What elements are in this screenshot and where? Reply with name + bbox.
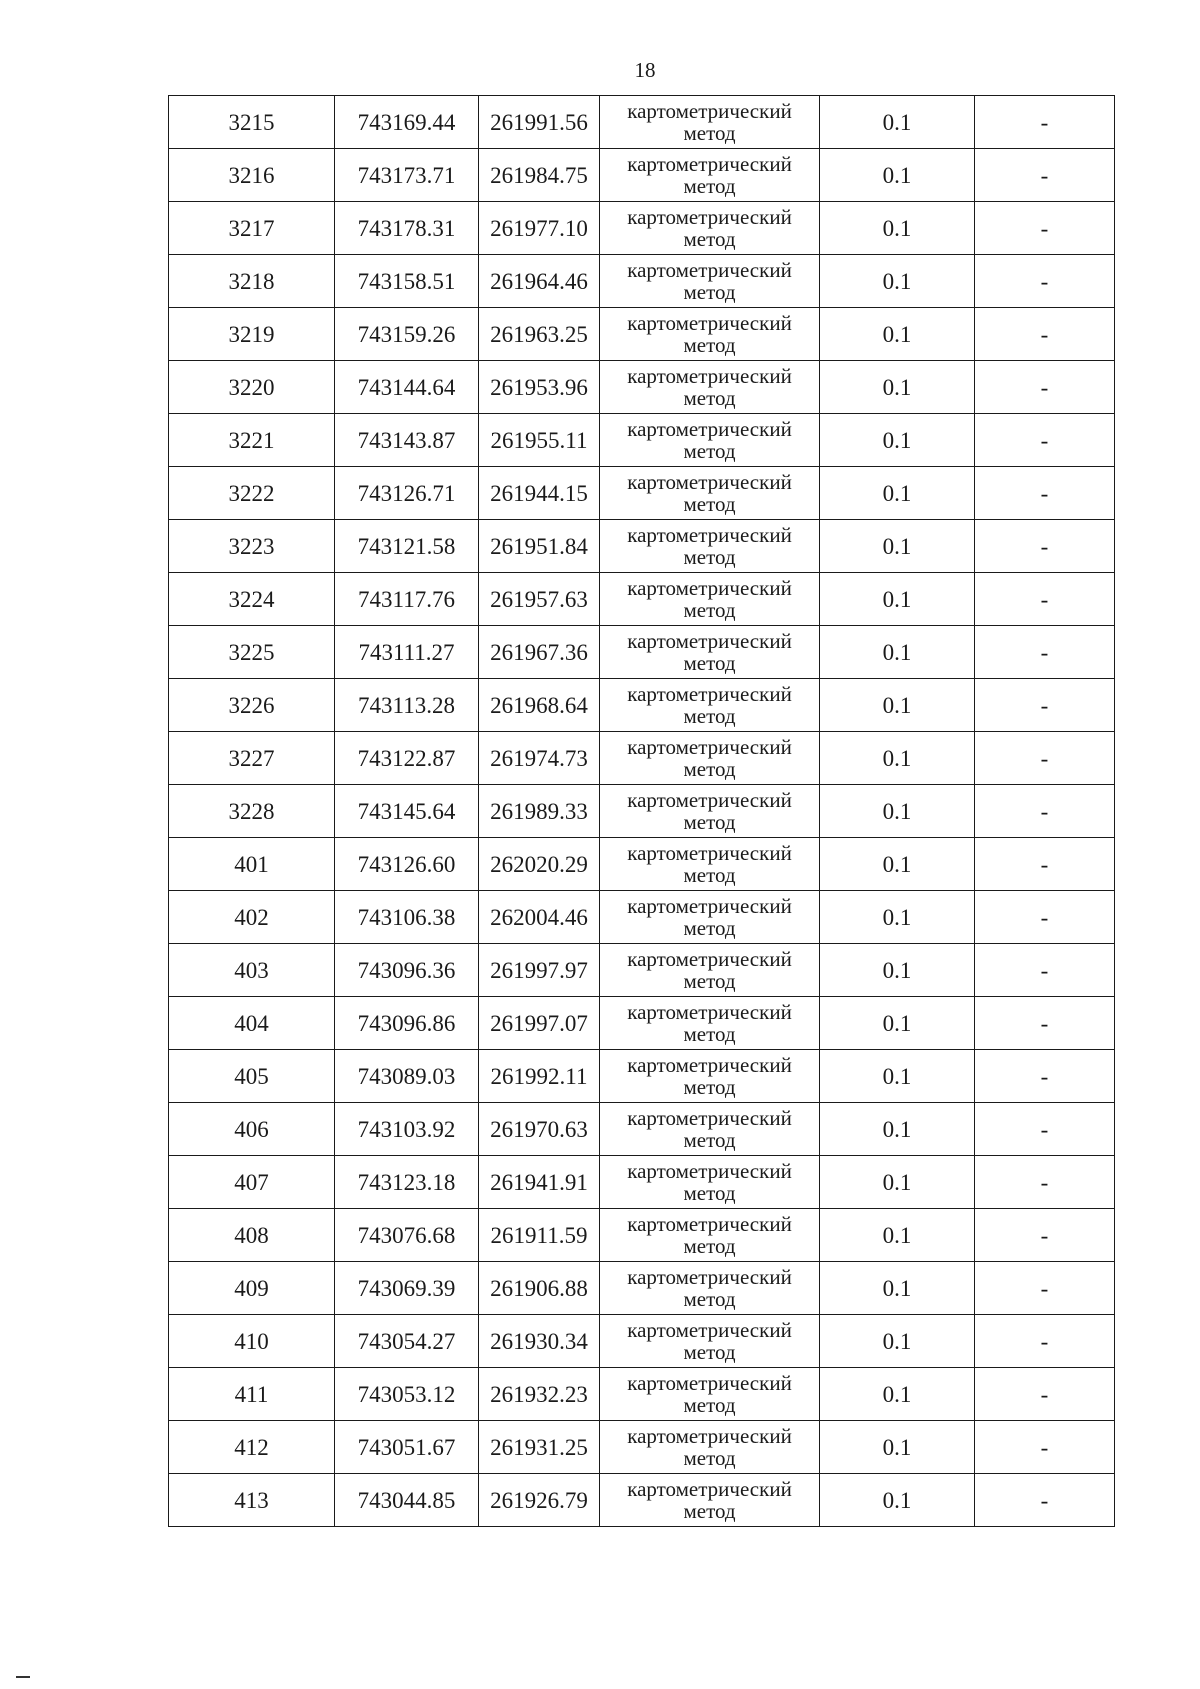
- y-coordinate-cell: 261968.64: [479, 679, 600, 732]
- y-coordinate-cell: 261970.63: [479, 1103, 600, 1156]
- accuracy-cell: 0.1: [820, 1262, 975, 1315]
- note-cell: -: [975, 1103, 1115, 1156]
- x-coordinate-cell: 743122.87: [335, 732, 479, 785]
- accuracy-cell: 0.1: [820, 1474, 975, 1527]
- method-line-1: картометрический: [627, 1158, 792, 1183]
- point-number-cell: 406: [169, 1103, 335, 1156]
- y-coordinate-cell: 261906.88: [479, 1262, 600, 1315]
- point-number-cell: 405: [169, 1050, 335, 1103]
- note-cell: -: [975, 1368, 1115, 1421]
- accuracy-cell: 0.1: [820, 732, 975, 785]
- point-number-cell: 3219: [169, 308, 335, 361]
- table-row: [169, 361, 1115, 414]
- method-line-1: картометрический: [627, 1105, 792, 1130]
- y-coordinate-cell: 261955.11: [479, 414, 600, 467]
- method-cell: [600, 997, 820, 1050]
- method-line-2: метод: [683, 1022, 736, 1046]
- accuracy-cell: 0.1: [820, 467, 975, 520]
- accuracy-cell: 0.1: [820, 1421, 975, 1474]
- x-coordinate-cell: 743051.67: [335, 1421, 479, 1474]
- accuracy-cell: 0.1: [820, 361, 975, 414]
- y-coordinate-cell: 261989.33: [479, 785, 600, 838]
- method-cell: [600, 1368, 820, 1421]
- method-line-2: метод: [683, 386, 736, 410]
- method-line-1: картометрический: [627, 469, 792, 494]
- x-coordinate-cell: 743076.68: [335, 1209, 479, 1262]
- method-line-1: картометрический: [627, 98, 792, 123]
- method-line-2: метод: [683, 1340, 736, 1364]
- x-coordinate-cell: 743123.18: [335, 1156, 479, 1209]
- y-coordinate-cell: 261977.10: [479, 202, 600, 255]
- y-coordinate-cell: 261992.11: [479, 1050, 600, 1103]
- method-line-2: метод: [683, 1075, 736, 1099]
- table-row: [169, 891, 1115, 944]
- method-cell: [600, 1050, 820, 1103]
- note-cell: -: [975, 361, 1115, 414]
- y-coordinate-cell: 261964.46: [479, 255, 600, 308]
- point-number-cell: 403: [169, 944, 335, 997]
- accuracy-cell: 0.1: [820, 838, 975, 891]
- accuracy-cell: 0.1: [820, 149, 975, 202]
- point-number-cell: 410: [169, 1315, 335, 1368]
- method-line-2: метод: [683, 333, 736, 357]
- y-coordinate-cell: 261932.23: [479, 1368, 600, 1421]
- point-number-cell: 3216: [169, 149, 335, 202]
- point-number-cell: 3215: [169, 96, 335, 149]
- note-cell: -: [975, 96, 1115, 149]
- method-cell: [600, 96, 820, 149]
- table-row: [169, 732, 1115, 785]
- note-cell: -: [975, 573, 1115, 626]
- x-coordinate-cell: 743044.85: [335, 1474, 479, 1527]
- note-cell: -: [975, 626, 1115, 679]
- accuracy-cell: 0.1: [820, 1103, 975, 1156]
- note-cell: -: [975, 1315, 1115, 1368]
- method-cell: [600, 838, 820, 891]
- method-line-1: картометрический: [627, 575, 792, 600]
- method-cell: [600, 1156, 820, 1209]
- y-coordinate-cell: 262004.46: [479, 891, 600, 944]
- method-line-1: картометрический: [627, 840, 792, 865]
- x-coordinate-cell: 743069.39: [335, 1262, 479, 1315]
- x-coordinate-cell: 743143.87: [335, 414, 479, 467]
- accuracy-cell: 0.1: [820, 308, 975, 361]
- method-line-2: метод: [683, 121, 736, 145]
- method-line-2: метод: [683, 1499, 736, 1523]
- table-row: [169, 626, 1115, 679]
- method-line-1: картометрический: [627, 1317, 792, 1342]
- y-coordinate-cell: 261967.36: [479, 626, 600, 679]
- x-coordinate-cell: 743126.71: [335, 467, 479, 520]
- method-line-1: картометрический: [627, 257, 792, 282]
- method-line-1: картометрический: [627, 1476, 792, 1501]
- note-cell: -: [975, 1474, 1115, 1527]
- point-number-cell: 3220: [169, 361, 335, 414]
- method-cell: [600, 1262, 820, 1315]
- point-number-cell: 3217: [169, 202, 335, 255]
- note-cell: -: [975, 679, 1115, 732]
- method-line-1: картометрический: [627, 151, 792, 176]
- method-line-1: картометрический: [627, 363, 792, 388]
- coordinates-table-body: [169, 96, 1115, 1527]
- method-line-1: картометрический: [627, 204, 792, 229]
- point-number-cell: 401: [169, 838, 335, 891]
- point-number-cell: 409: [169, 1262, 335, 1315]
- x-coordinate-cell: 743113.28: [335, 679, 479, 732]
- x-coordinate-cell: 743117.76: [335, 573, 479, 626]
- method-line-2: метод: [683, 916, 736, 940]
- method-line-1: картометрический: [627, 628, 792, 653]
- method-line-2: метод: [683, 969, 736, 993]
- page-number: 18: [634, 58, 656, 82]
- accuracy-cell: 0.1: [820, 1156, 975, 1209]
- note-cell: -: [975, 149, 1115, 202]
- method-cell: [600, 573, 820, 626]
- method-line-2: метод: [683, 545, 736, 569]
- point-number-cell: 411: [169, 1368, 335, 1421]
- point-number-cell: 402: [169, 891, 335, 944]
- method-line-2: метод: [683, 757, 736, 781]
- method-line-2: метод: [683, 1287, 736, 1311]
- note-cell: -: [975, 308, 1115, 361]
- accuracy-cell: 0.1: [820, 785, 975, 838]
- table-row: [169, 1209, 1115, 1262]
- point-number-cell: 412: [169, 1421, 335, 1474]
- table-row: [169, 838, 1115, 891]
- method-line-1: картометрический: [627, 522, 792, 547]
- point-number-cell: 3224: [169, 573, 335, 626]
- table-row: [169, 202, 1115, 255]
- method-cell: [600, 149, 820, 202]
- method-cell: [600, 1103, 820, 1156]
- note-cell: -: [975, 467, 1115, 520]
- table-row: [169, 96, 1115, 149]
- x-coordinate-cell: 743178.31: [335, 202, 479, 255]
- method-cell: [600, 414, 820, 467]
- method-cell: [600, 520, 820, 573]
- method-line-2: метод: [683, 280, 736, 304]
- accuracy-cell: 0.1: [820, 1368, 975, 1421]
- x-coordinate-cell: 743096.86: [335, 997, 479, 1050]
- x-coordinate-cell: 743173.71: [335, 149, 479, 202]
- note-cell: -: [975, 944, 1115, 997]
- y-coordinate-cell: 261911.59: [479, 1209, 600, 1262]
- table-row: [169, 573, 1115, 626]
- method-cell: [600, 1474, 820, 1527]
- y-coordinate-cell: 261951.84: [479, 520, 600, 573]
- x-coordinate-cell: 743054.27: [335, 1315, 479, 1368]
- note-cell: -: [975, 838, 1115, 891]
- x-coordinate-cell: 743144.64: [335, 361, 479, 414]
- accuracy-cell: 0.1: [820, 255, 975, 308]
- y-coordinate-cell: 261997.97: [479, 944, 600, 997]
- accuracy-cell: 0.1: [820, 1209, 975, 1262]
- table-row: [169, 785, 1115, 838]
- table-row: [169, 997, 1115, 1050]
- y-coordinate-cell: 261974.73: [479, 732, 600, 785]
- x-coordinate-cell: 743126.60: [335, 838, 479, 891]
- y-coordinate-cell: 261997.07: [479, 997, 600, 1050]
- point-number-cell: 3226: [169, 679, 335, 732]
- method-line-1: картометрический: [627, 946, 792, 971]
- table-row: [169, 414, 1115, 467]
- y-coordinate-cell: 261944.15: [479, 467, 600, 520]
- method-line-2: метод: [683, 227, 736, 251]
- method-cell: [600, 944, 820, 997]
- table-row: [169, 1474, 1115, 1527]
- accuracy-cell: 0.1: [820, 679, 975, 732]
- point-number-cell: 413: [169, 1474, 335, 1527]
- method-cell: [600, 1209, 820, 1262]
- method-cell: [600, 202, 820, 255]
- note-cell: -: [975, 891, 1115, 944]
- table-row: [169, 944, 1115, 997]
- note-cell: -: [975, 202, 1115, 255]
- method-cell: [600, 891, 820, 944]
- y-coordinate-cell: 261963.25: [479, 308, 600, 361]
- x-coordinate-cell: 743103.92: [335, 1103, 479, 1156]
- y-coordinate-cell: 261941.91: [479, 1156, 600, 1209]
- x-coordinate-cell: 743158.51: [335, 255, 479, 308]
- table-row: [169, 1368, 1115, 1421]
- method-line-1: картометрический: [627, 1264, 792, 1289]
- method-line-2: метод: [683, 704, 736, 728]
- method-cell: [600, 785, 820, 838]
- note-cell: -: [975, 1262, 1115, 1315]
- table-row: [169, 520, 1115, 573]
- table-row: [169, 1262, 1115, 1315]
- method-line-1: картометрический: [627, 999, 792, 1024]
- y-coordinate-cell: 262020.29: [479, 838, 600, 891]
- x-coordinate-cell: 743106.38: [335, 891, 479, 944]
- table-row: [169, 1421, 1115, 1474]
- note-cell: -: [975, 1209, 1115, 1262]
- method-line-2: метод: [683, 1234, 736, 1258]
- table-row: [169, 308, 1115, 361]
- method-line-2: метод: [683, 810, 736, 834]
- point-number-cell: 3227: [169, 732, 335, 785]
- table-row: [169, 1315, 1115, 1368]
- note-cell: -: [975, 1050, 1115, 1103]
- method-line-2: метод: [683, 651, 736, 675]
- note-cell: -: [975, 520, 1115, 573]
- method-line-1: картометрический: [627, 1211, 792, 1236]
- y-coordinate-cell: 261931.25: [479, 1421, 600, 1474]
- x-coordinate-cell: 743145.64: [335, 785, 479, 838]
- method-cell: [600, 679, 820, 732]
- y-coordinate-cell: 261930.34: [479, 1315, 600, 1368]
- coordinates-table: [168, 95, 1115, 1527]
- accuracy-cell: 0.1: [820, 202, 975, 255]
- accuracy-cell: 0.1: [820, 414, 975, 467]
- x-coordinate-cell: 743159.26: [335, 308, 479, 361]
- method-cell: [600, 467, 820, 520]
- method-cell: [600, 255, 820, 308]
- table-row: [169, 1156, 1115, 1209]
- accuracy-cell: 0.1: [820, 573, 975, 626]
- method-cell: [600, 1421, 820, 1474]
- table-row: [169, 467, 1115, 520]
- accuracy-cell: 0.1: [820, 1315, 975, 1368]
- scan-edge-mark: [16, 1676, 30, 1678]
- y-coordinate-cell: 261984.75: [479, 149, 600, 202]
- y-coordinate-cell: 261926.79: [479, 1474, 600, 1527]
- point-number-cell: 3218: [169, 255, 335, 308]
- accuracy-cell: 0.1: [820, 1050, 975, 1103]
- method-line-1: картометрический: [627, 734, 792, 759]
- method-line-2: метод: [683, 1128, 736, 1152]
- y-coordinate-cell: 261991.56: [479, 96, 600, 149]
- note-cell: -: [975, 1156, 1115, 1209]
- y-coordinate-cell: 261957.63: [479, 573, 600, 626]
- table-row: [169, 255, 1115, 308]
- accuracy-cell: 0.1: [820, 997, 975, 1050]
- method-line-2: метод: [683, 174, 736, 198]
- x-coordinate-cell: 743053.12: [335, 1368, 479, 1421]
- accuracy-cell: 0.1: [820, 891, 975, 944]
- table-row: [169, 1103, 1115, 1156]
- method-cell: [600, 626, 820, 679]
- method-cell: [600, 732, 820, 785]
- accuracy-cell: 0.1: [820, 626, 975, 679]
- method-line-1: картометрический: [627, 681, 792, 706]
- method-cell: [600, 361, 820, 414]
- table-row: [169, 679, 1115, 732]
- method-line-1: картометрический: [627, 787, 792, 812]
- method-line-2: метод: [683, 492, 736, 516]
- y-coordinate-cell: 261953.96: [479, 361, 600, 414]
- method-line-2: метод: [683, 598, 736, 622]
- note-cell: -: [975, 1421, 1115, 1474]
- x-coordinate-cell: 743096.36: [335, 944, 479, 997]
- method-line-2: метод: [683, 863, 736, 887]
- method-line-1: картометрический: [627, 310, 792, 335]
- accuracy-cell: 0.1: [820, 944, 975, 997]
- method-line-2: метод: [683, 1446, 736, 1470]
- table-row: [169, 1050, 1115, 1103]
- method-line-2: метод: [683, 1181, 736, 1205]
- method-line-2: метод: [683, 1393, 736, 1417]
- point-number-cell: 3225: [169, 626, 335, 679]
- x-coordinate-cell: 743169.44: [335, 96, 479, 149]
- accuracy-cell: 0.1: [820, 96, 975, 149]
- point-number-cell: 3221: [169, 414, 335, 467]
- table-row: [169, 149, 1115, 202]
- method-line-1: картометрический: [627, 416, 792, 441]
- point-number-cell: 3228: [169, 785, 335, 838]
- note-cell: -: [975, 785, 1115, 838]
- note-cell: -: [975, 732, 1115, 785]
- method-line-1: картометрический: [627, 1370, 792, 1395]
- method-line-1: картометрический: [627, 1423, 792, 1448]
- point-number-cell: 407: [169, 1156, 335, 1209]
- method-line-1: картометрический: [627, 1052, 792, 1077]
- note-cell: -: [975, 255, 1115, 308]
- x-coordinate-cell: 743121.58: [335, 520, 479, 573]
- point-number-cell: 404: [169, 997, 335, 1050]
- x-coordinate-cell: 743089.03: [335, 1050, 479, 1103]
- method-line-2: метод: [683, 439, 736, 463]
- method-line-1: картометрический: [627, 893, 792, 918]
- point-number-cell: 3222: [169, 467, 335, 520]
- point-number-cell: 408: [169, 1209, 335, 1262]
- x-coordinate-cell: 743111.27: [335, 626, 479, 679]
- note-cell: -: [975, 997, 1115, 1050]
- method-cell: [600, 1315, 820, 1368]
- note-cell: -: [975, 414, 1115, 467]
- accuracy-cell: 0.1: [820, 520, 975, 573]
- method-cell: [600, 308, 820, 361]
- point-number-cell: 3223: [169, 520, 335, 573]
